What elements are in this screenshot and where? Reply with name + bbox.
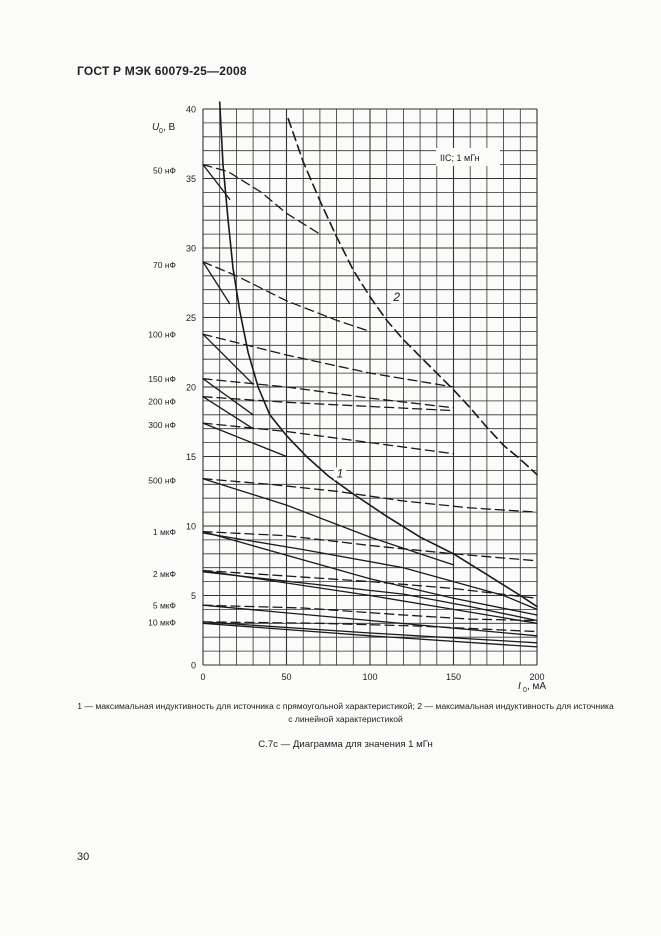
document-header: ГОСТ Р МЭК 60079-25—2008 xyxy=(77,64,247,78)
y-axis-label-unit: , В xyxy=(163,122,176,133)
curve-label: 1 xyxy=(336,466,344,481)
y-tick-label: 15 xyxy=(185,452,196,462)
legend-text: 1 — максимальная индуктивность для источника с прямоугольной характеристикой; 2 — максимальная индуктивность для источника с линейной характеристикой xyxy=(77,701,614,724)
series-line-1 xyxy=(220,102,537,606)
x-tick-labels xyxy=(200,672,544,682)
capacitance-label: 70 нФ xyxy=(153,260,176,271)
curve-labels xyxy=(334,290,403,481)
x-axis-label-sub: 0 xyxy=(523,687,527,694)
y-tick-label: 35 xyxy=(185,174,196,184)
capacitance-line-14 xyxy=(203,479,454,565)
x-tick-label: 150 xyxy=(445,672,462,682)
y-axis-label: U xyxy=(152,122,160,133)
capacitance-line-12 xyxy=(203,423,287,456)
chart-annotation: IIC; 1 мГн xyxy=(440,153,480,163)
capacitance-label: 5 мкФ xyxy=(152,600,176,611)
y-tick-label: 10 xyxy=(185,521,196,532)
y-tick-label: 20 xyxy=(185,382,196,393)
x-axis-label-unit: , мА xyxy=(527,681,547,692)
capacitance-label: 1 мкФ xyxy=(152,527,176,538)
capacitance-line-7 xyxy=(203,334,454,387)
y-tick-label: 30 xyxy=(185,243,196,254)
x-tick-label: 0 xyxy=(200,672,206,682)
capacitance-labels xyxy=(148,166,176,628)
y-tick-labels xyxy=(186,105,196,671)
y-tick-label: 0 xyxy=(190,660,196,671)
x-tick-label: 100 xyxy=(362,672,378,682)
capacitance-line-3 xyxy=(203,165,320,235)
y-axis-label-sub: 0 xyxy=(159,128,163,135)
y-tick-label: 25 xyxy=(185,313,196,323)
capacitance-label: 10 мкФ xyxy=(148,617,176,628)
page-number: 30 xyxy=(77,851,90,863)
capacitance-label: 100 нФ xyxy=(148,329,176,340)
y-tick-label: 40 xyxy=(185,104,196,115)
capacitance-label: 150 нФ xyxy=(148,374,176,385)
y-tick-label: 5 xyxy=(190,591,196,601)
x-tick-label: 50 xyxy=(281,672,292,682)
x-tick-label: 200 xyxy=(529,672,545,682)
capacitance-label: 300 нФ xyxy=(148,420,176,431)
capacitance-line-9 xyxy=(203,379,454,408)
curve-label: 2 xyxy=(393,289,401,304)
capacitance-label: 500 нФ xyxy=(148,475,176,486)
x-axis-label: I xyxy=(518,681,521,692)
capacitance-label: 200 нФ xyxy=(148,396,176,407)
capacitance-line-2 xyxy=(203,165,230,200)
figure-caption: С.7с — Диаграмма для значения 1 мГн xyxy=(258,739,433,750)
capacitance-label: 50 нФ xyxy=(153,165,176,176)
capacitance-label: 2 мкФ xyxy=(152,568,176,579)
series-line-2 xyxy=(288,119,537,475)
